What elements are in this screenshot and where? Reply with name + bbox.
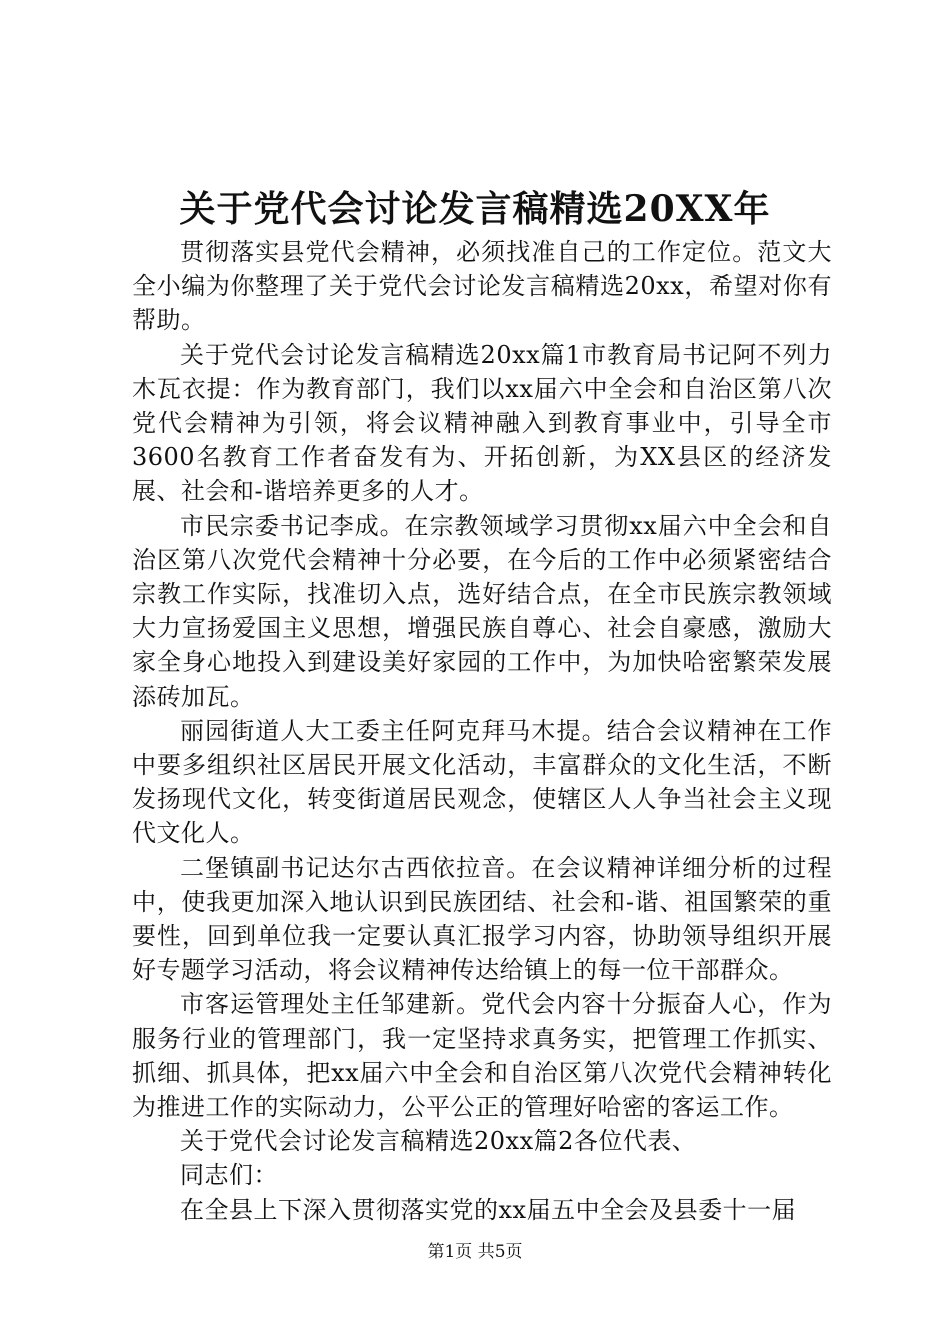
page-number-footer: 第1页 共5页: [427, 1242, 523, 1262]
paragraph: 市客运管理处主任邹建新。党代会内容十分振奋人心，作为服务行业的管理部门，我一定坚持求真务实，把管理工作抓实、抓细、抓具体，把xx届六中全会和自治区第八次党代会精神转化为推进工作的实际动力，公平公正的管理好哈密的客运工作。: [132, 990, 832, 1122]
paragraph: 二堡镇副书记达尔古西依拉音。在会议精神详细分析的过程中，使我更加深入地认识到民族团结、社会和-谐、祖国繁荣的重要性，回到单位我一定要认真汇报学习内容，协助领导组织开展好专题学习活动，将会议精神传达给镇上的每一位干部群众。: [132, 853, 832, 985]
paragraph: 关于党代会讨论发言稿精选20xx篇2各位代表、: [180, 1127, 697, 1156]
paragraph: 在全县上下深入贯彻落实党的xx届五中全会及县委十一届: [180, 1195, 797, 1224]
document-title: 关于党代会讨论发言稿精选20XX年: [179, 188, 771, 230]
paragraph: 贯彻落实县党代会精神，必须找准自己的工作定位。范文大全小编为你整理了关于党代会讨论发言稿精选20xx，希望对你有帮助。: [132, 238, 832, 335]
paragraph: 丽园街道人大工委主任阿克拜马木提。结合会议精神在工作中要多组织社区居民开展文化活动，丰富群众的文化生活，不断发扬现代文化，转变街道居民观念，使辖区人人争当社会主义现代文化人。: [132, 716, 832, 848]
paragraph: 同志们：: [180, 1161, 278, 1190]
paragraph: 关于党代会讨论发言稿精选20xx篇1市教育局书记阿不列力木瓦衣提：作为教育部门，我们以xx届六中全会和自治区第八次党代会精神为引领，将会议精神融入到教育事业中，引导全市3600名教育工作者奋发有为、开拓创新，为XX县区的经济发展、社会和-谐培养更多的人才。: [132, 340, 832, 506]
paragraph: 市民宗委书记李成。在宗教领域学习贯彻xx届六中全会和自治区第八次党代会精神十分必要，在今后的工作中必须紧密结合宗教工作实际，找准切入点，选好结合点，在全市民族宗教领域大力宣扬爱国主义思想，增强民族自尊心、社会自豪感，激励大家全身心地投入到建设美好家园的工作中，为加快哈密繁荣发展添砖加瓦。: [132, 511, 832, 711]
document-body: [132, 235, 832, 1227]
